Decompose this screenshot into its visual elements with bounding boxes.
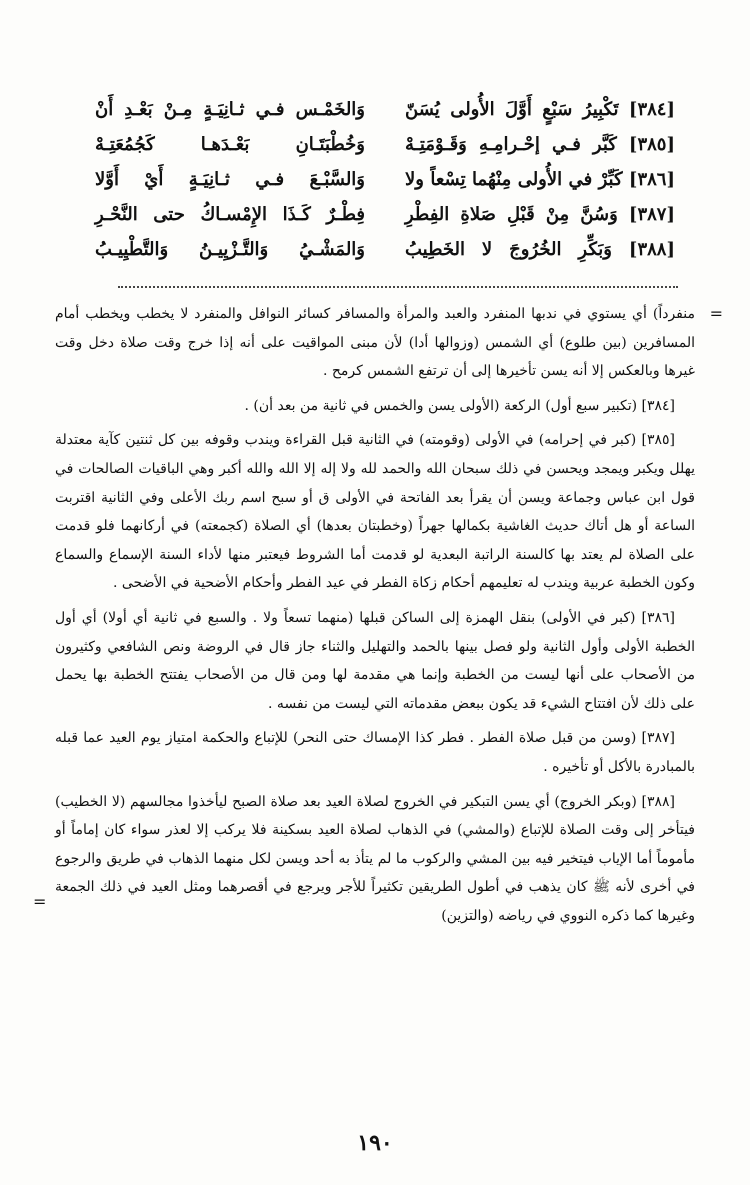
- commentary-paragraph: [55, 604, 695, 718]
- paragraph-text: [٣٨٧] (وسن من قبل صلاة الفطر . فطر كذا الإمساك حتى النحر) للإتباع والحكمة امتياز يوم العيد عما قبله بالمبادرة بالأكل أو تأخيره .: [55, 730, 695, 775]
- verse-row: [95, 232, 675, 267]
- commentary-paragraph: [55, 426, 695, 598]
- verse-first-hemistich: [٣٨٦] كَبِّرْ في الأُولى مِنْهُما تِسْعاً ولا: [405, 169, 675, 190]
- verse-first-hemistich: [٣٨٨] وَبَكِّرِ الخُرُوجَ لا الخَطِيبُ: [405, 239, 675, 260]
- verse-second-hemistich: وَالخَمْـس فـي ثـانِيَـةٍ مِـنْ بَعْـدِ أَنْ: [95, 99, 365, 120]
- verse-block: [95, 92, 675, 267]
- paragraph-text: [٣٨٦] (كبر في الأولى) بنقل الهمزة إلى الساكن قبلها (منهما تسعاً ولا . والسبع في ثانية أي أولا) أي أول الخطبة الأولى وأول الثانية ولو فصل بينها بالحمد والتهليل والثناء جاز قال في الروضة ونص الشافعي وكثيرون من الأصحاب على أنها ليست من الخطبة وإنما هي مقدمة لها ومن قال من الأصحاب يفتتح الخطبة بها يحمل على ذلك لأن افتتاح الشيء قد يكون ببعض مقدماته التي ليست من نفسه .: [55, 609, 695, 712]
- paragraph-text: [٣٨٥] (كبر في إحرامه) في الأولى (وقومته) في الثانية قبل القراءة ويندب وقوفه بين كل ثنتين كآية معتدلة يهلل ويكبر ويمجد ويحسن في ذلك سبحان الله والحمد لله ولا إله إلا الله والله أكبر وهي الباقيات الصالحات في قول ابن عباس وجماعة ويسن أن يقرأ بعد الفاتحة في الأولى ق أو سبح اسم ربك الأعلى وفي الثانية اقتربت الساعة أو هل أتاك حديث الغاشية بكمالها جهراً (وخطبتان بعدها) أي الصلاة (كجمعته) في أركانهما فلو قدمت على الصلاة لم يعتد بها كالسنة الراتبة البعدية لو قدمت أما الشروط فيعتبر منها لأداء السنة الإسماع والسماع وكون الخطبة عربية ويندب له تعليمهم أحكام زكاة الفطر في عيد الفطر وأحكام الأضحية في الأضحى .: [55, 432, 695, 592]
- verse-second-hemistich: وَالسَّبْـعَ فـي ثـانِيَـةٍ أَيْ أَوَّلا: [95, 169, 365, 190]
- verse-row: [95, 162, 675, 197]
- page-number: ١٩٠: [357, 1130, 393, 1156]
- commentary-paragraph: [55, 724, 695, 781]
- commentary-paragraph: [55, 300, 723, 386]
- paragraph-text: [٣٨٨] (وبكر الخروج) أي يسن التبكير في الخروج لصلاة العيد بعد صلاة الصبح ليأخذوا مجالسهم (لا الخطيب) فيتأخر إلى وقت الصلاة للإتباع (والمشي) في الذهاب لصلاة العيد بسكينة فلا يركب إلا لعذر سواء كان إماماً أو مأموماً أما الإياب فيتخير فيه بين المشي والركوب ما لم يتأذ به أحد ويسن لكل منهما الذهاب في طريق والرجوع في أخرى لأنه ﷺ كان يذهب في أطول الطريقين تكثيراً للأجر ويرجع في أقصرهما ومثل العيد في ذلك الجمعة وغيرها كما ذكره النووي في رياضه (والتزين): [55, 793, 695, 924]
- commentary-block: [33, 300, 723, 936]
- verse-row: [95, 197, 675, 232]
- verse-first-hemistich: [٣٨٤] تَكْبِيرُ سَبْعٍ أَوَّلَ الأُولى يُسَنّ: [405, 99, 675, 120]
- commentary-paragraph: [33, 788, 695, 931]
- verse-second-hemistich: فِطْـرٌ كَـذَا الإِمْسـاكُ حتى النَّحْـرِ: [95, 204, 365, 225]
- verse-second-hemistich: وَالمَشْـيُ وَالتَّـزْيِيـنُ وَالتَّطْيِيـبُ: [95, 239, 365, 260]
- continuation-mark: =: [709, 304, 723, 323]
- paragraph-text: [٣٨٤] (تكبير سبع أول) الركعة (الأولى يسن والخمس في ثانية من بعد أن) .: [244, 397, 675, 414]
- paragraph-text: منفرداً) أي يستوي في ندبها المنفرد والعبد والمرأة والمسافر كسائر النوافل والمنفرد لا يخطب ويخطب أمام المسافرين (بين طلوع) أي الشمس (وزوالها أدا) لأن مبنى المواقيت على أنه إذا خرج وقت صلاة دخل وقت غيرها وبالعكس إلا أنه يسن تأخيرها إلى أن ترتفع الشمس كرمح .: [55, 306, 695, 380]
- verse-row: [95, 92, 675, 127]
- commentary-paragraph: [55, 392, 695, 421]
- dotted-separator: [118, 286, 678, 288]
- continuation-mark: =: [33, 891, 47, 911]
- verse-row: [95, 127, 675, 162]
- verse-first-hemistich: [٣٨٥] كَبَّر فـي إحْـرامِـهِ وَقَـوْمَتِـهْ: [405, 134, 675, 155]
- verse-second-hemistich: وَخُطْبَتَـانِ بَعْـدَهـا كَجُمُعَتِـهْ: [95, 134, 365, 155]
- verse-first-hemistich: [٣٨٧] وَسُنَّ مِنْ قَبْلِ صَلاةِ الفِطْرِ: [405, 204, 675, 225]
